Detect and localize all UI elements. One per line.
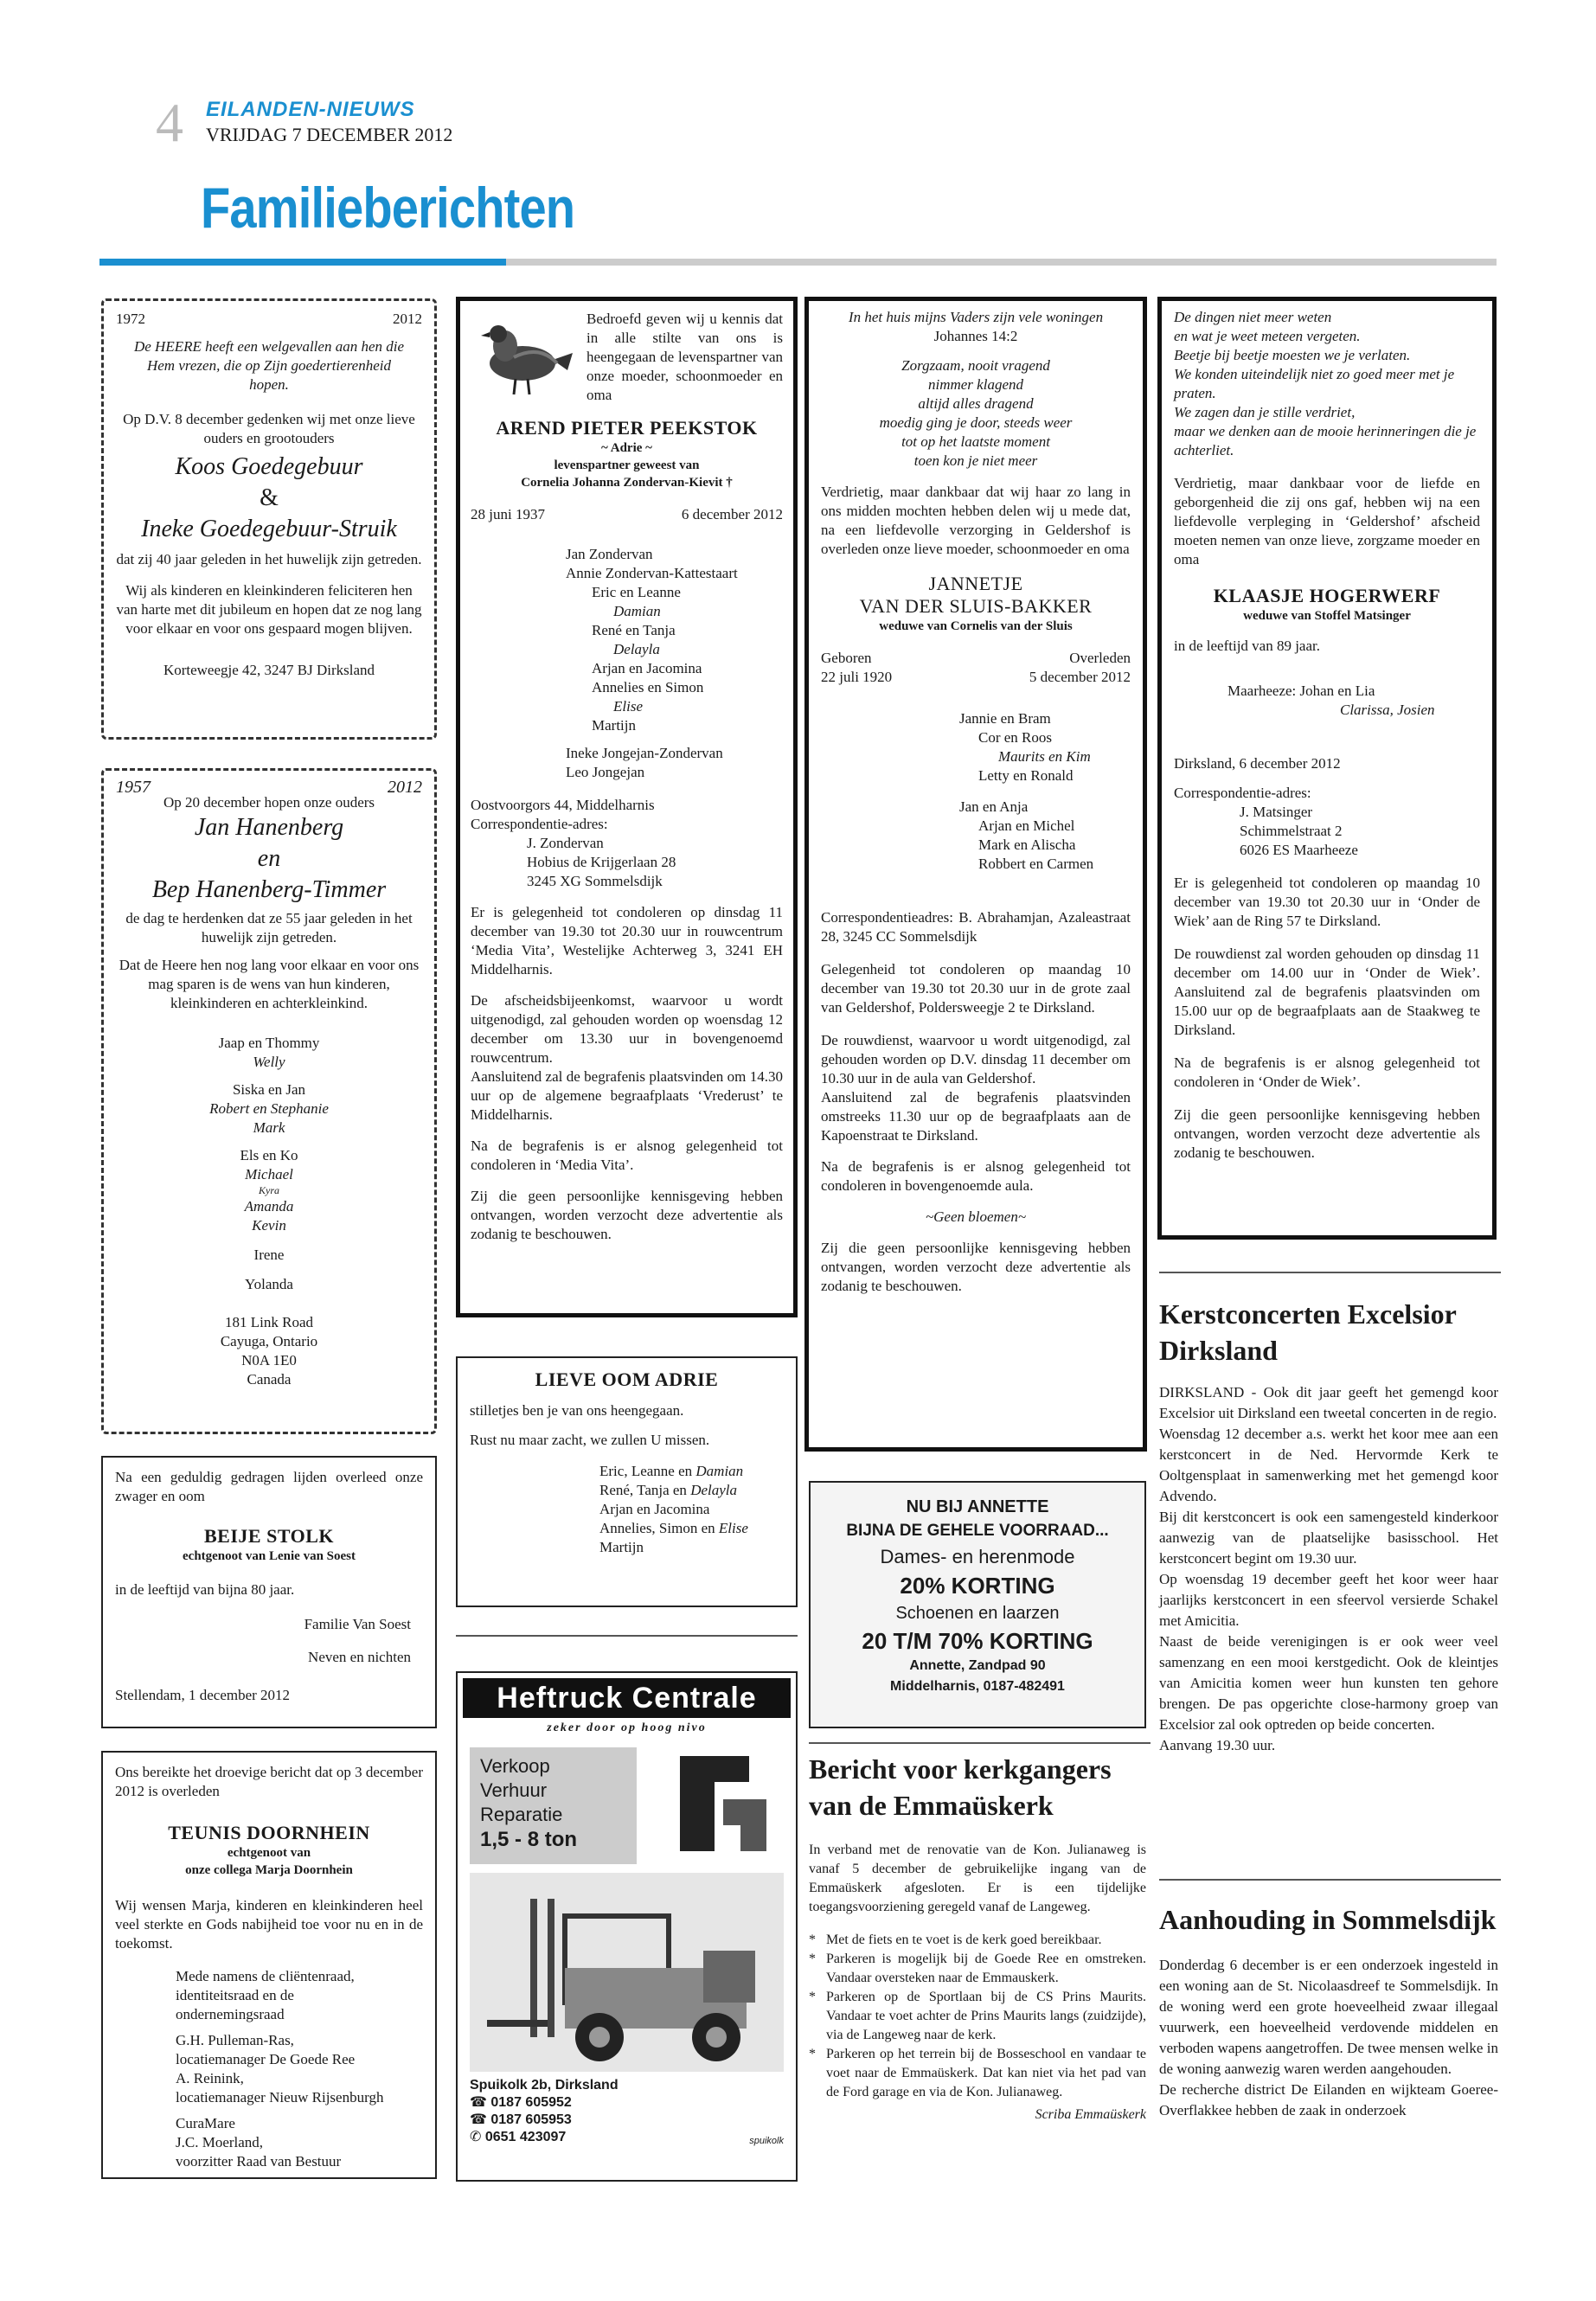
- corr-3: 3245 XG Sommelsdijk: [527, 873, 663, 889]
- annette-line-8: Middelharnis, 0187-482491: [890, 1679, 1065, 1694]
- deceased-name-1: JANNETJE: [928, 573, 1023, 594]
- signer-5: locatiemanager De Goede Ree: [176, 2051, 356, 2067]
- name-1: Koos Goedegebuur: [175, 453, 363, 480]
- address-3: N0A 1E0: [241, 1352, 297, 1368]
- ampersand: &: [260, 484, 279, 511]
- deceased-name: TEUNIS DOORNHEIN: [168, 1822, 370, 1843]
- verse-1: In het huis mijns Vaders zijn vele woningen: [848, 309, 1104, 325]
- verse: De HEERE heeft een welgevallen aan hen die Hem vrezen, die op Zijn goedertierenheid hopen.: [133, 338, 405, 393]
- corr-1: J. Matsinger: [1240, 804, 1313, 820]
- para-2: De rouwdienst zal worden gehouden op dinsdag 11 december om 14.00 uur in ‘Onder de Wiek’. Aansluitend zal de begrafenis plaatsvinden om 15.00 uur op de begraafplaats aan de Staakweg te Dirksland.: [1174, 945, 1480, 1038]
- bullet-list: * Met de fiets en te voet is de kerk goed bereikbaar. * Parkeren is mogelijk bij de Goede Ree en omstreken. Vandaar oversteken naar de Emmauskerk. * Parkeren op de Sportlaan bij de CS Prins Maurits. Vandaar te voet achter de Prins Maurits langs (zuidzijde), via de Langeweg naar de kerk. * Parkeren op het terrein bij de Bosseschool en vandaar te voet naar de Emmaüskerk. Dat kan niet via het pad van de Ford garage en via de Kon. Julianaweg.: [809, 1931, 1146, 2102]
- heftruck-services: [470, 1747, 637, 1864]
- deceased-name: AREND PIETER PEEKSTOK: [496, 417, 758, 439]
- deceased-name: KLAASJE HOGERWERF: [1213, 585, 1441, 606]
- ad-obituary-hogerwerf: [1157, 297, 1497, 1240]
- poem-2: nimmer klagend: [927, 376, 1023, 393]
- para-2: De recherche district De Eilanden en wijkteam Goeree-Overflakkee hebben de zaak in onderzoek: [1159, 2081, 1498, 2118]
- name-2: Ineke Goedegebuur-Struik: [141, 516, 397, 542]
- service-4: 1,5 - 8 ton: [480, 1828, 578, 1851]
- para-6: Zij die geen persoonlijke kennisgeving hebben ontvangen, worden verzocht deze advertentie als zodanig te beschouwen.: [821, 1240, 1131, 1294]
- poem-6: maar we denken aan de mooie herinneringen die je achterliet.: [1174, 423, 1477, 458]
- annette-line-3: Dames- en herenmode: [880, 1546, 1075, 1567]
- corr-2: Hobius de Krijgerlaan 28: [527, 854, 676, 870]
- family-3c: Kyra: [259, 1184, 279, 1196]
- family-6: Arjan en Michel: [978, 817, 1075, 834]
- subtitle-1: levenspartner geweest van: [554, 458, 700, 472]
- article-aanhouding: [1159, 1901, 1498, 2121]
- family-2b: Robert en Stephanie: [209, 1100, 329, 1117]
- address-2: Cayuga, Ontario: [220, 1333, 318, 1349]
- sig-1: [599, 1462, 784, 1481]
- sig-1a: Eric, Leanne en: [599, 1463, 696, 1479]
- para-1: Er is gelegenheid tot condoleren op maandag 10 december van 19.30 tot 20.30 uur in ‘Onder de Wiek’ aan de Ring 57 te Dirksland.: [1174, 875, 1480, 929]
- intro: Verdrietig, maar dankbaar voor de liefde en geborgenheid die zij ons gaf, hebben wij na een liefdevolle verpleging in ‘Geldershof’ afscheid moeten nemen van onze lieve, zorgzame moeder en oma: [1174, 475, 1480, 567]
- verse-ref: Johannes 14:2: [933, 328, 1018, 344]
- sig-2a: René, Tanja en: [599, 1482, 691, 1498]
- text-2: Dat de Heere hen nog lang voor elkaar en voor ons mag sparen is de wens van hun kinderen, kleinkinderen en achterkleinkind.: [119, 957, 420, 1011]
- sig-4a: Annelies, Simon en: [599, 1520, 719, 1536]
- para-4: Na de begrafenis is er alsnog gelegenheid tot condoleren in bovengenoemde aula.: [821, 1158, 1131, 1194]
- heftruck-brand-logo: spuikolk: [749, 2136, 784, 2146]
- died-date: 5 december 2012: [1029, 669, 1131, 685]
- age: in de leeftijd van 89 jaar.: [1174, 638, 1320, 654]
- corr-1: J. Zondervan: [527, 835, 604, 851]
- intro: Op D.V. 8 december gedenken wij met onze lieve ouders en grootouders: [123, 411, 415, 446]
- subtitle: weduwe van Cornelis van der Sluis: [879, 619, 1073, 633]
- para-1: Er is gelegenheid tot condoleren op dinsdag 11 december van 19.30 tot 20.30 uur in rouwcentrum ‘Media Vita’, Westelijke Achterweg 3, 3241 EH Middelharnis.: [471, 904, 783, 977]
- subtitle-2: onze collega Marja Doornhein: [185, 1863, 353, 1877]
- ad-annette: [809, 1481, 1146, 1728]
- ad-anniversary-hanenberg: [101, 768, 437, 1434]
- year-left: 1957: [116, 778, 151, 797]
- family-2a: Siska en Jan: [232, 1081, 306, 1098]
- sig-2: [599, 1481, 784, 1500]
- col3-rule: [809, 1742, 1151, 1744]
- title: LIEVE OOM ADRIE: [535, 1368, 719, 1390]
- heftruck-banner: [463, 1678, 791, 1718]
- fax-icon: ☎: [470, 2112, 491, 2127]
- family-3: Maurits en Kim: [998, 748, 1091, 765]
- name-1: Jan Hanenberg: [194, 814, 344, 841]
- family-5: Yolanda: [245, 1276, 293, 1292]
- corr-3: 6026 ES Maarheeze: [1240, 842, 1358, 858]
- para-1: DIRKSLAND - Ook dit jaar geeft het gemengd koor Excelsior uit Dirksland een tweetal concerten in de regio.: [1159, 1384, 1498, 1421]
- family-4: Letty en Ronald: [978, 767, 1074, 784]
- year-right: 2012: [388, 778, 422, 797]
- name-2: Bep Hanenberg-Timmer: [151, 876, 387, 903]
- issue-date: VRIJDAG 7 DECEMBER 2012: [206, 124, 453, 145]
- text: Wij wensen Marja, kinderen en kleinkinderen heel veel sterkte en Gods nabijheid toe voor nu en in de toekomst.: [115, 1897, 423, 1952]
- signer-2: identiteitsraad en de: [176, 1987, 294, 2003]
- family-4: Irene: [253, 1247, 285, 1263]
- para-3: Na de begrafenis is er alsnog gelegenheid tot condoleren in ‘Onder de Wiek’.: [1174, 1054, 1480, 1090]
- corr: Correspondentieadres: B. Abrahamjan, Azaleastraat 28, 3245 CC Sommelsdijk: [821, 909, 1131, 945]
- signer-4: G.H. Pulleman-Ras,: [176, 2032, 294, 2048]
- family-11: Ineke Jongejan-Zondervan: [566, 745, 723, 761]
- para-5: Naast de beide verenigingen is er ook weer veel samenzang en een mooi kerstgedicht. Ook de kleintjes van Amicitia komen weer hun kunsten ten gehore brengen. De pas opgerichte close-harmony groep van Excelsior zal ook optreden op beide concerten.: [1159, 1633, 1498, 1733]
- born-date: 22 juli 1920: [821, 669, 893, 685]
- line-2: Rust nu maar zacht, we zullen U missen.: [470, 1432, 710, 1448]
- poem-5: We zagen dan je stille verdriet,: [1174, 404, 1356, 420]
- annette-line-4: 20% KORTING: [900, 1573, 1055, 1599]
- para-3: Aansluitend zal de begrafenis plaatsvinden omstreeks 11.30 uur op de begraafplaats aan de Kapoenstraat te Dirksland.: [821, 1089, 1131, 1144]
- signer-7: locatiemanager Nieuw Rijsenburgh: [176, 2089, 384, 2106]
- address-4: Canada: [247, 1371, 292, 1388]
- para-2: De afscheidsbijeenkomst, waarvoor u wordt uitgenodigd, zal gehouden worden op woensdag 12 december om 13.30 uur in bovengenoemd rouwcentrum.: [471, 992, 783, 1066]
- year-right: 2012: [393, 311, 422, 327]
- para-6: Aanvang 19.30 uur.: [1159, 1737, 1276, 1753]
- pigeon-image: [471, 310, 581, 405]
- signer-10: voorzitter Raad van Bestuur: [176, 2153, 342, 2170]
- poem-3: altijd alles dragend: [918, 395, 1034, 412]
- para-2: De rouwdienst, waarvoor u wordt uitgenodigd, zal gehouden worden op D.V. dinsdag 11 december om 10.30 uur in de aula van Geldershof.: [821, 1032, 1131, 1086]
- family-2: Annie Zondervan-Kattestaart: [566, 565, 738, 581]
- poem-1: De dingen niet meer weten: [1174, 309, 1332, 325]
- service-2: Verhuur: [480, 1779, 548, 1801]
- address-1: 181 Link Road: [225, 1314, 313, 1330]
- subtitle: echtgenoot van Lenie van Soest: [183, 1549, 356, 1563]
- family-7: Arjan en Jacomina: [592, 660, 702, 676]
- family-3: Eric en Leanne: [592, 584, 681, 600]
- nickname: ~ Adrie ~: [601, 441, 652, 455]
- signature-1: Familie Van Soest: [304, 1616, 411, 1632]
- signer-3: ondernemingsraad: [176, 2006, 285, 2022]
- age: in de leeftijd van bijna 80 jaar.: [115, 1581, 295, 1598]
- article-title: Aanhouding in Sommelsdijk: [1159, 1904, 1497, 1935]
- phone-2: ☎ 0187 605953: [470, 2112, 572, 2127]
- service-1: Verkoop: [480, 1755, 550, 1777]
- col4-rule-1: [1159, 1272, 1501, 1273]
- family-8: Annelies en Simon: [592, 679, 704, 695]
- section-title: Familieberichten: [201, 176, 575, 240]
- corr-2: Schimmelstraat 2: [1240, 823, 1343, 839]
- annette-line-6: 20 T/M 70% KORTING: [862, 1628, 1093, 1654]
- para-1: Gelegenheid tot condoleren op maandag 10 december van 19.30 tot 20.30 uur in de grote zaal van Geldershof, Poldersweegje 2 te Dirksland.: [821, 961, 1131, 1016]
- family-3e: Kevin: [252, 1217, 286, 1234]
- col2-rule: [456, 1635, 798, 1637]
- section-rule-blue: [99, 259, 506, 266]
- address: Oostvoorgors 44, Middelharnis: [471, 797, 655, 813]
- family-3b: Michael: [245, 1166, 293, 1183]
- born-label: Geboren: [821, 650, 872, 666]
- address: Korteweegje 42, 3247 BJ Dirksland: [163, 662, 375, 678]
- family-2c: Mark: [253, 1119, 285, 1136]
- family-2: Cor en Roos: [978, 729, 1052, 746]
- poem-4: moedig ging je door, steeds weer: [879, 414, 1073, 431]
- para-5: ~Geen bloemen~: [925, 1208, 1027, 1225]
- family-1: Jan Zondervan: [566, 546, 653, 562]
- line-1: stilletjes ben je van ons heengegaan.: [470, 1402, 684, 1419]
- poem-5: tot op het laatste moment: [901, 433, 1050, 450]
- poem-6: toen kon je niet meer: [913, 452, 1038, 469]
- family-5: René en Tanja: [592, 622, 676, 638]
- page-number: 4: [156, 92, 183, 153]
- para-1: Donderdag 6 december is er een onderzoek ingesteld in een woning aan de St. Nicolaasdreef te Sommelsdijk. In de woning werd een grote hoeveelheid zwaar illegaal vuurwerk, een hoeveelheid verdovende middelen en verboden wapens aangetroffen. De twee mensen welke in de woning aanwezig waren werden aangehouden.: [1159, 1957, 1498, 2077]
- para-4: Na de begrafenis is er alsnog gelegenheid tot condoleren in ‘Media Vita’.: [471, 1138, 783, 1173]
- subtitle-2: Cornelia Johanna Zondervan-Kievit †: [521, 476, 733, 490]
- place-date: Dirksland, 6 december 2012: [1174, 755, 1341, 772]
- text-1: de dag te herdenken dat ze 55 jaar geleden in het huwelijk zijn getreden.: [125, 910, 413, 945]
- ad-anniversary-goedegebuur: [101, 298, 437, 740]
- annette-line-5: Schoenen en laarzen: [895, 1604, 1060, 1623]
- paper-logo: EILANDEN-NIEUWS: [206, 98, 415, 121]
- para-3: Bij dit kerstconcert is ook een samengesteld kinderkoor aanwezig van de plaatselijke basisschool. Het kerstconcert begint om 19.30 uur.: [1159, 1509, 1498, 1567]
- para-5: Zij die geen persoonlijke kennisgeving hebben ontvangen, worden verzocht deze advertentie als zodanig te beschouwen.: [471, 1188, 783, 1242]
- phone-3: ✆ 0651 423097: [470, 2130, 567, 2144]
- family-5: Jan en Anja: [959, 798, 1029, 815]
- para-3: Aansluitend zal de begrafenis plaatsvinden om 14.30 uur op de algemene begraafplaats ‘Vrederust’ te Middelharnis.: [471, 1068, 783, 1123]
- corr-label: Correspondentie-adres:: [1174, 785, 1311, 801]
- sig-1b: Damian: [695, 1463, 744, 1479]
- family-1a: Jaap en Thommy: [218, 1035, 320, 1051]
- annette-line-1: NU BIJ ANNETTE: [906, 1497, 1049, 1516]
- article-signature: Scriba Emmaüskerk: [1035, 2107, 1146, 2122]
- family-9: Elise: [613, 698, 643, 715]
- text-2: Wij als kinderen en kleinkinderen feliciteren hen van harte met dit jubileum en hopen dat ze nog lang voor elkaar en voor ons gespaard mogen blijven.: [116, 582, 422, 637]
- sig-2b: Delayla: [690, 1482, 738, 1498]
- family-3a: Els en Ko: [240, 1147, 298, 1163]
- article-kerstconcerten: [1159, 1296, 1498, 1756]
- intro: Verdrietig, maar dankbaar dat wij haar zo lang in ons midden mochten hebben delen wij u mede dat, na een liefdevolle verzorging in Geldershof is overleden onze lieve moeder, schoonmoeder en oma: [821, 484, 1131, 557]
- signature-2: Neven en nichten: [308, 1649, 411, 1665]
- service-3: Reparatie: [480, 1804, 563, 1825]
- ad-obituary-vandersluis: [804, 297, 1147, 1452]
- article-intro: In verband met de renovatie van de Kon. Julianaweg is vanaf 5 december de gebruikelijke ingang van de Emmaüskerk afgesloten. Er is een tijdelijke toegangsvoorziening geregeld vanaf de Langeweg.: [809, 1843, 1146, 1914]
- signer-1: Mede namens de cliëntenraad,: [176, 1968, 355, 1984]
- died-date: 6 december 2012: [681, 506, 783, 522]
- phone-icon: ☎: [470, 2095, 491, 2110]
- ad-obituary-doornhein: [101, 1751, 437, 2179]
- corr-label: Correspondentie-adres:: [471, 816, 608, 832]
- phone-1: ☎ 0187 605952: [470, 2095, 572, 2110]
- heftruck-title: Heftruck Centrale: [497, 1681, 757, 1715]
- deceased-name-2: VAN DER SLUIS-BAKKER: [859, 595, 1093, 617]
- annette-line-2: BIJNA DE GEHELE VOORRAAD...: [846, 1522, 1109, 1540]
- died-label: Overleden: [1069, 650, 1131, 666]
- heftruck-tagline: zeker door op hoog nivo: [547, 1721, 707, 1734]
- signer-9: J.C. Moerland,: [176, 2134, 264, 2150]
- para-4: Zij die geen persoonlijke kennisgeving hebben ontvangen, worden verzocht deze advertentie als zodanig te beschouwen.: [1174, 1106, 1480, 1161]
- signature-2: Clarissa, Josien: [1340, 702, 1435, 718]
- ad-lieve-oom-adrie: [456, 1356, 798, 1607]
- signature-1: Maarheeze: Johan en Lia: [1227, 683, 1375, 699]
- poem-2: en wat je weet meteen vergeten.: [1174, 328, 1361, 344]
- sig-3: Arjan en Jacomina: [599, 1501, 710, 1517]
- poem-1: Zorgzaam, nooit vragend: [901, 357, 1050, 374]
- bullet-1: Met de fiets en te voet is de kerk goed bereikbaar.: [826, 1932, 1102, 1947]
- place-date: Stellendam, 1 december 2012: [115, 1687, 291, 1703]
- text-1: dat zij 40 jaar geleden in het huwelijk zijn getreden.: [116, 551, 422, 567]
- family-8: Robbert en Carmen: [978, 856, 1094, 872]
- subtitle: weduwe van Stoffel Matsinger: [1243, 609, 1411, 623]
- article-title: Kerstconcerten Excelsior Dirksland: [1159, 1298, 1457, 1366]
- born-date: 28 juni 1937: [471, 506, 545, 522]
- family-6: Delayla: [613, 641, 660, 657]
- bullet-3: Parkeren op de Sportlaan bij de CS Prins Maurits. Vandaar te voet achter de Prins Maurits langs (zuidzijde), via de Langeweg naar de kerk.: [826, 1990, 1146, 2042]
- bullet-2: Parkeren is mogelijk bij de Goede Ree en omstreken. Vandaar oversteken naar de Emmauskerk.: [826, 1952, 1146, 1985]
- article-emmauskerk: [809, 1751, 1146, 2125]
- mobile-icon: ✆: [470, 2130, 485, 2144]
- en: en: [257, 845, 281, 872]
- signer-6: A. Reinink,: [176, 2070, 244, 2086]
- sig-5: Martijn: [599, 1539, 644, 1555]
- ad-obituary-peekstok: [456, 297, 798, 1317]
- year-left: 1972: [116, 311, 145, 327]
- article-title: Bericht voor kerkgangers van de Emmaüskerk: [809, 1753, 1112, 1821]
- ad-obituary-stolk: [101, 1456, 437, 1728]
- family-7: Mark en Alischa: [978, 836, 1076, 853]
- ad-heftruck-centrale: [456, 1671, 798, 2182]
- poem-4: We konden uiteindelijk niet zo goed meer met je praten.: [1174, 366, 1455, 401]
- para-2: Woensdag 12 december a.s. werkt het koor mee aan een kerstconcert in de Ned. Hervormde Kerk te Ooltgensplaat in samenwerking met het gemengd koor Advendo.: [1159, 1426, 1498, 1504]
- col4-rule-2: [1159, 1879, 1501, 1881]
- sig-4: [599, 1519, 784, 1538]
- family-1: Jannie en Bram: [959, 710, 1051, 727]
- intro: Bedroefd geven wij u kennis dat in alle stilte van ons is heengegaan de levenspartner van onze moeder, schoonmoeder en oma: [586, 311, 783, 403]
- family-12: Leo Jongejan: [566, 764, 645, 780]
- sig-4b: Elise: [718, 1520, 748, 1536]
- deceased-name: BEIJE STOLK: [204, 1525, 334, 1547]
- subtitle-1: echtgenoot van: [227, 1846, 311, 1860]
- heftruck-logo-shape: [663, 1747, 784, 1864]
- signer-8: CuraMare: [176, 2115, 235, 2131]
- family-4: Damian: [613, 603, 661, 619]
- intro: Op 20 december hopen onze ouders: [163, 794, 375, 811]
- para-4: Op woensdag 19 december geeft het koor weer haar jaarlijks kerstconcert in een sfeervol versierde Schakel met Amicitia.: [1159, 1571, 1498, 1629]
- intro: Ons bereikte het droevige bericht dat op 3 december 2012 is overleden: [115, 1764, 423, 1799]
- family-10: Martijn: [592, 717, 636, 734]
- poem-3: Beetje bij beetje moesten we je verlaten.: [1174, 347, 1411, 363]
- family-1b: Welly: [253, 1054, 285, 1070]
- family-3d: Amanda: [244, 1198, 294, 1215]
- heftruck-address: Spuikolk 2b, Dirksland: [470, 2078, 619, 2093]
- section-rule-grey: [506, 259, 1497, 266]
- bullet-4: Parkeren op het terrein bij de Bosseschool en vandaar te voet naar de Emmaüskerk. Dat kan niet via het pad van de Ford garage en via de Kon. Julianaweg.: [826, 2047, 1146, 2099]
- intro: Na een geduldig gedragen lijden overleed onze zwager en oom: [115, 1469, 423, 1504]
- annette-line-7: Annette, Zandpad 90: [909, 1658, 1046, 1673]
- forklift-image: [470, 1873, 784, 2072]
